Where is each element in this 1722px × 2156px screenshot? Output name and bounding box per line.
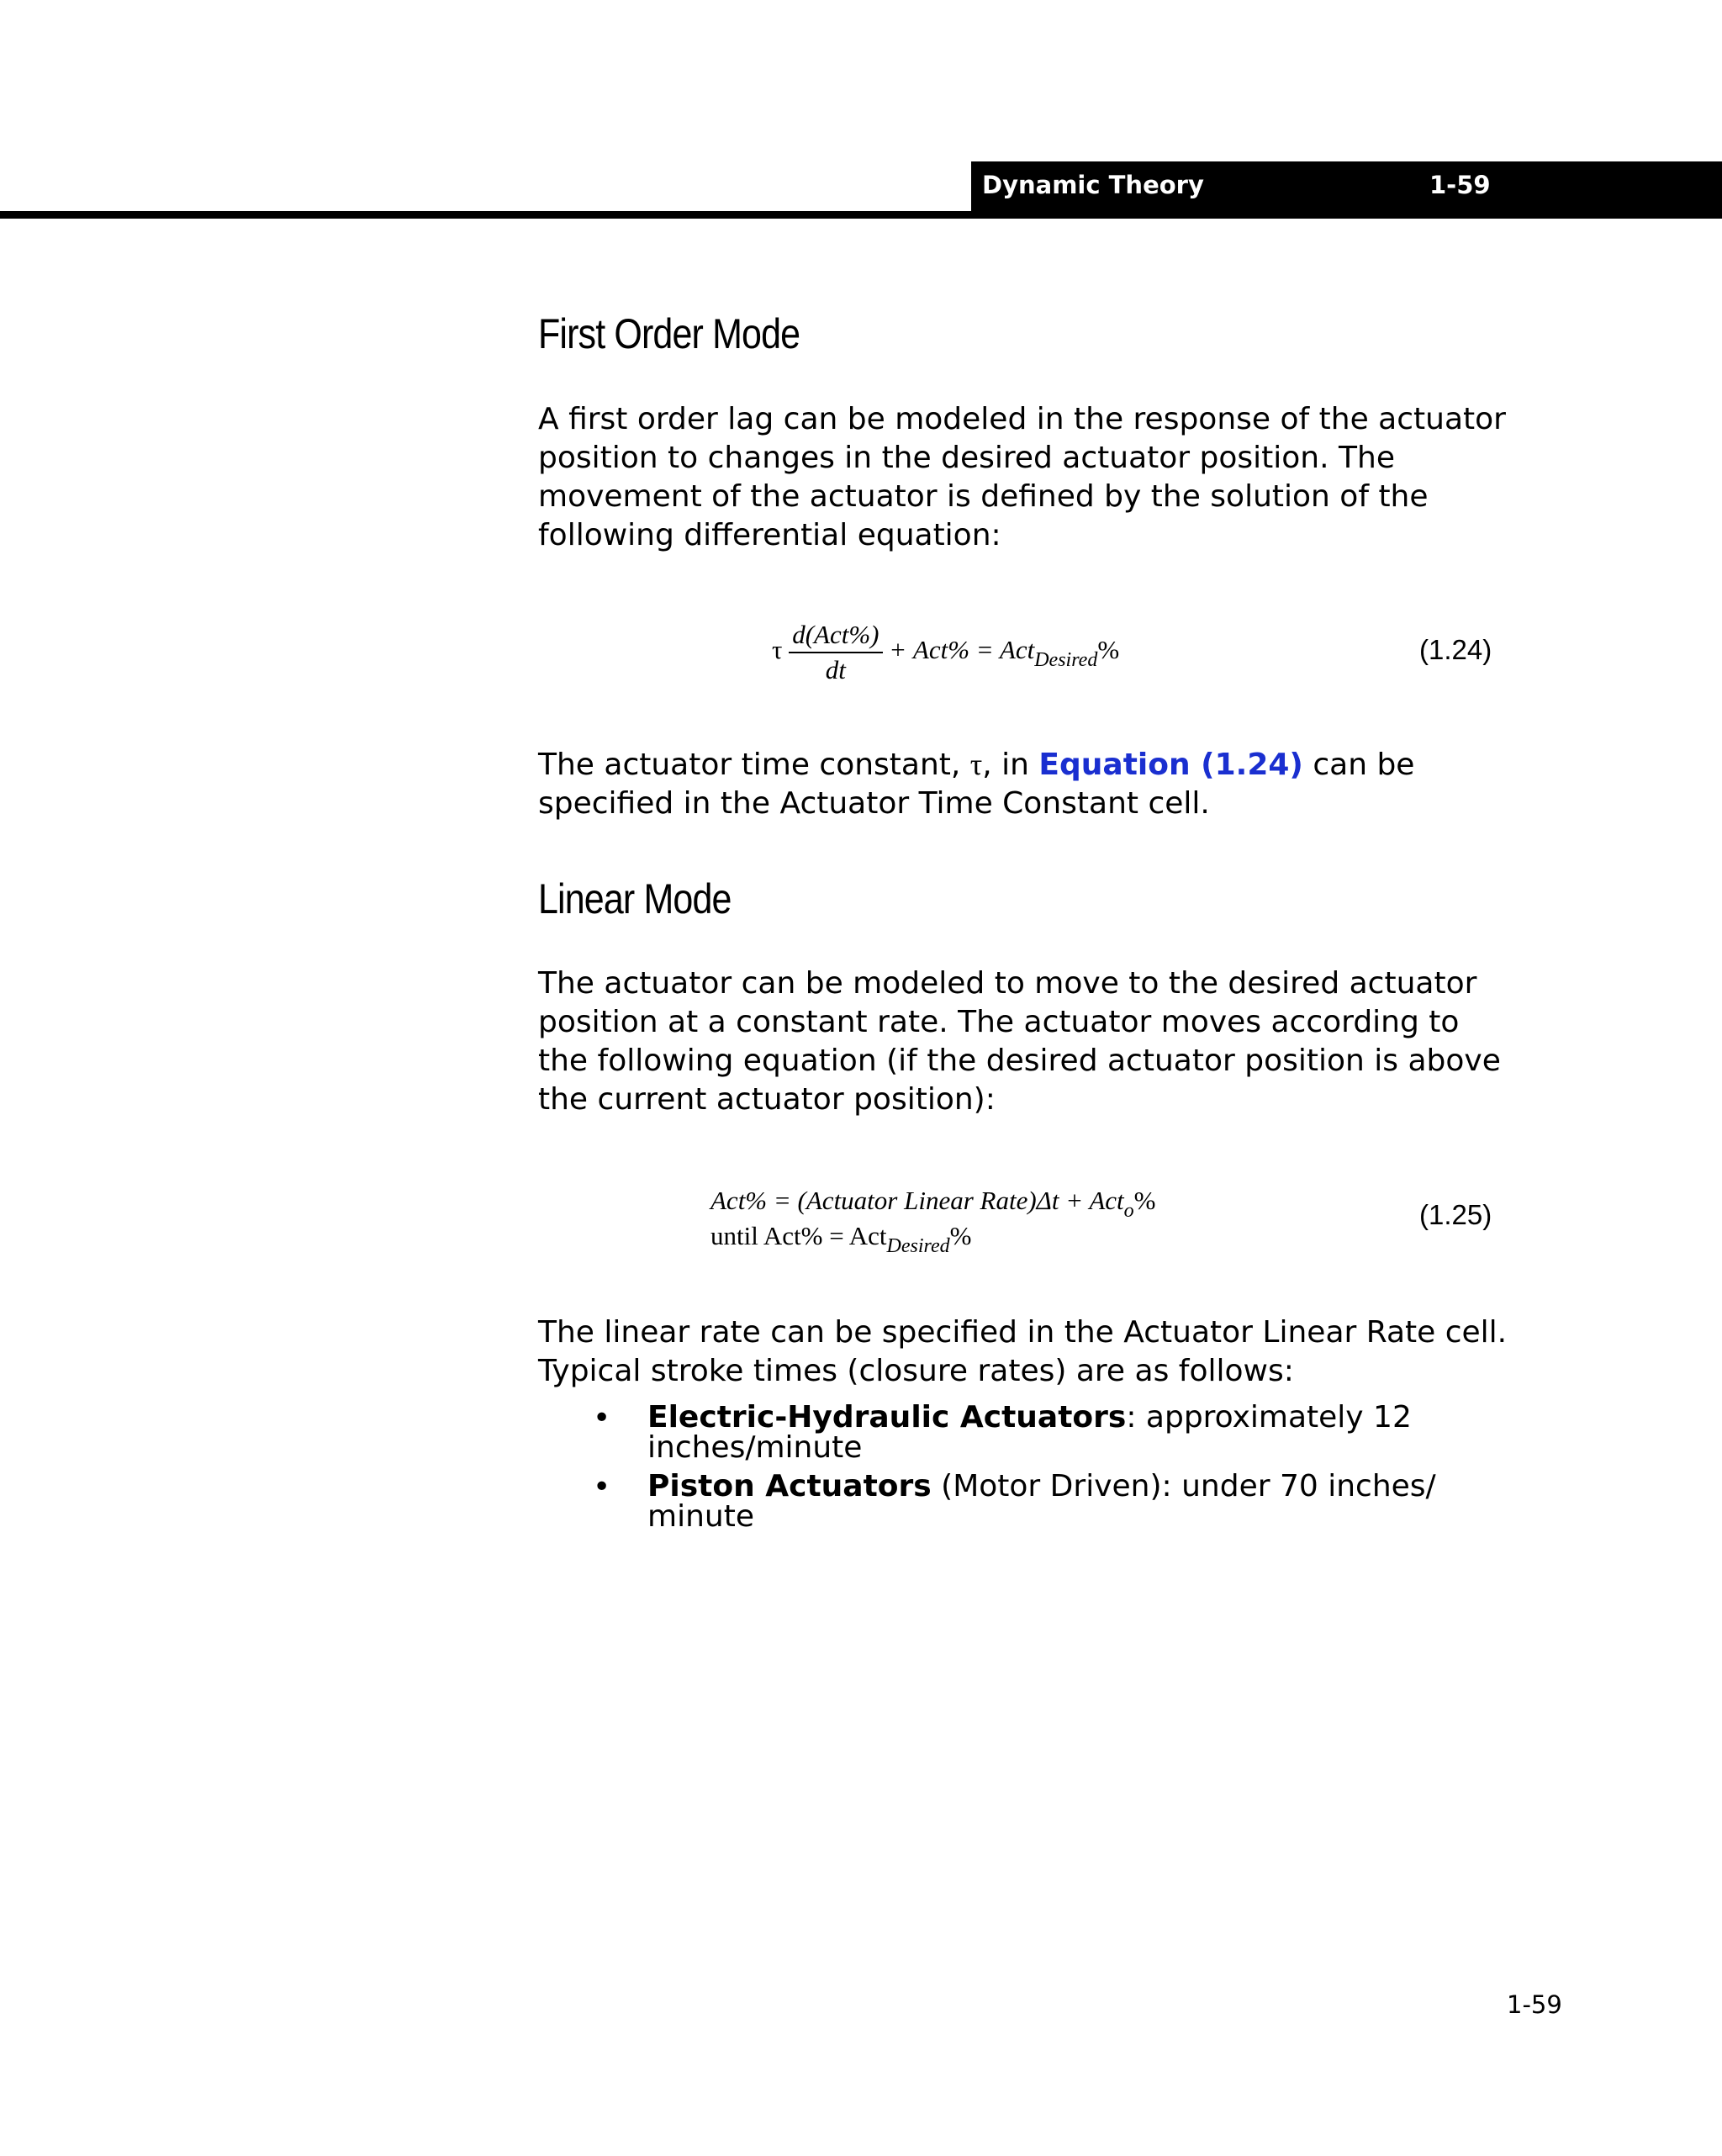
bullet-marker: •	[593, 1401, 611, 1435]
bullet-electric-hydraulic: Electric-Hydraulic Actuators: approximately 12 inches/minute	[647, 1400, 1412, 1465]
fraction-numerator: d(Act%)	[789, 620, 882, 653]
bullet-piston-actuators: Piston Actuators (Motor Driven): under 70 inches/ minute	[647, 1469, 1436, 1534]
time-constant-paragraph: The actuator time constant, τ, in Equation (1.24) can be specified in the Actuator Time Constant cell.	[538, 748, 1415, 821]
first-order-paragraph: A first order lag can be modeled in the response of the actuator position to changes in the desired actuator position. The movement of the actuator is defined by the solution of the following differential equation:	[538, 402, 1506, 552]
equation-number-1-24: (1.24)	[1419, 634, 1492, 665]
fraction-denominator: dt	[825, 655, 846, 684]
section-heading-first-order-mode: First Order Mode	[538, 310, 800, 357]
bullet-marker: •	[593, 1470, 611, 1504]
equation-1-24-link[interactable]: Equation (1.24)	[1038, 748, 1303, 782]
subscript-desired: Desired	[1034, 649, 1098, 672]
subscript-o: o	[1123, 1200, 1134, 1222]
linear-mode-paragraph: The actuator can be modeled to move to the desired actuator position at a constant rate. The actuator moves according to the following equation (if the desired actuator position is above the current actuator position):	[538, 966, 1501, 1117]
running-header-page-number: 1-59	[1429, 171, 1491, 199]
derivative-fraction	[789, 620, 882, 685]
equation-1-24	[772, 620, 1119, 685]
tau-symbol: τ	[772, 635, 783, 665]
linear-rate-paragraph: The linear rate can be specified in the Actuator Linear Rate cell. Typical stroke times (closure rates) are as follows:	[538, 1315, 1508, 1388]
section-heading-linear-mode: Linear Mode	[538, 875, 732, 922]
footer-page-number: 1-59	[1507, 1990, 1562, 2019]
equation-rhs: + Act% = Act	[889, 635, 1035, 665]
equation-number-1-25: (1.25)	[1419, 1199, 1492, 1230]
equation-1-25-line-2: until Act% = Act$_{Desired}$%	[710, 1221, 972, 1257]
running-header-title: Dynamic Theory	[982, 171, 1204, 199]
percent-sign: %	[1097, 635, 1120, 665]
equation-1-25-line-1: Act% = (Actuator Linear Rate)Δt + Act$_o$%	[710, 1186, 1156, 1222]
tau-symbol-inline: τ	[969, 748, 983, 781]
subscript-desired: Desired	[886, 1235, 950, 1257]
